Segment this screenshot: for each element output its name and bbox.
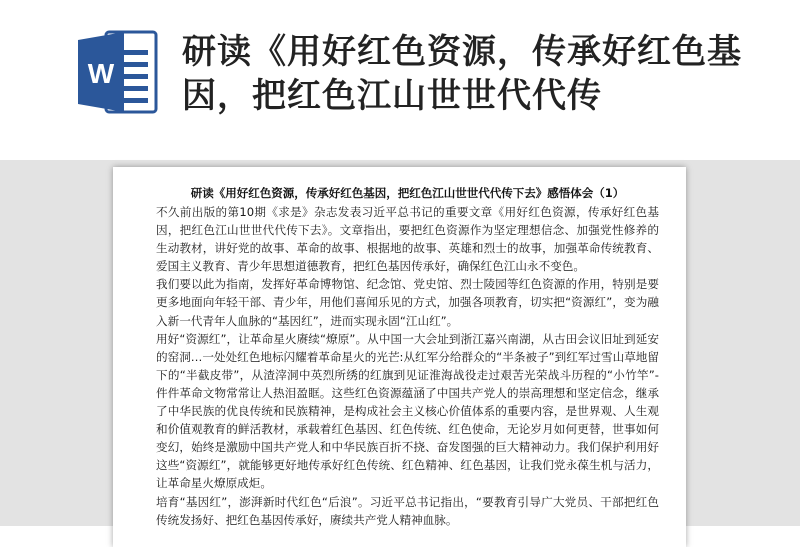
paragraph-1: 不久前出版的第10期《求是》杂志发表习近平总书记的重要文章《用好红色资源，传承好红色基因，把红色江山世世代代传下去》。文章指出，要把红色资源作为坚定理想信念、加强党性修养的生动教材，讲好党的故事、革命的故事、根据地的故事、英雄和烈士的故事，加强革命传统教育、爱国主义教育、青少年思想道德教育，把红色基因传承好，确保红色江山永不变色。 bbox=[156, 205, 659, 274]
document-title: 研读《用好红色资源，传承好红色基因，把红色江山世世代代传 bbox=[182, 32, 742, 116]
document-page bbox=[113, 167, 686, 547]
paragraph-3: 用好“资源红”，让革命星火赓续“燎原”。从中国一大会址到浙江嘉兴南湖，从古田会议旧址到延安的窑洞…一处处红色地标闪耀着革命星火的光芒:从红军分给群众的“半条被子”到红军过雪山草地留下的“半截皮带”，从渣滓洞中英烈所绣的红旗到见证淮海战役走过艰苦光荣战斗历程的“小竹竿”-件件革命文物常常让人热泪盈眶。这些红色资源蕴涵了中国共产党人的崇高理想和坚定信念，继承了中华民族的优良传统和民族精神，是构成社会主义核心价值体系的重要内容，是世界观、人生观和价值观教育的鲜活教材，承载着红色基因、红色传统、红色使命，无论岁月如何更替，世事如何变幻，始终是激励中国共产党人和中华民族百折不挠、奋发图强的巨大精神动力。我们保护利用好这些“资源红”，就能够更好地传承好红色传统、红色精神、红色基因，让我们党永葆生机与活力，让革命星火燎原成炬。 bbox=[156, 331, 660, 491]
svg-text:W: W bbox=[87, 58, 115, 89]
page-heading: 研读《用好红色资源，传承好红色基因，把红色江山世世代代传下去》感悟体会（1） bbox=[190, 186, 625, 200]
word-document-icon bbox=[76, 28, 160, 116]
header-banner bbox=[0, 0, 800, 160]
page-content bbox=[156, 184, 659, 529]
paragraph-4: 培育“基因红”，澎湃新时代红色“后浪”。习近平总书记指出，“要教育引导广大党员、干部把红色传统发扬好、把红色基因传承好，赓续共产党人精神血脉。 bbox=[156, 494, 659, 527]
paragraph-2: 我们要以此为指南，发挥好革命博物馆、纪念馆、党史馆、烈士陵园等红色资源的作用，特别是要更多地面向年轻干部、青少年，用他们喜闻乐见的方式，加强各项教育，切实把“资源红”，变为融入新一代青年人血脉的“基因红”，进而实现永固“江山红”。 bbox=[156, 277, 659, 328]
